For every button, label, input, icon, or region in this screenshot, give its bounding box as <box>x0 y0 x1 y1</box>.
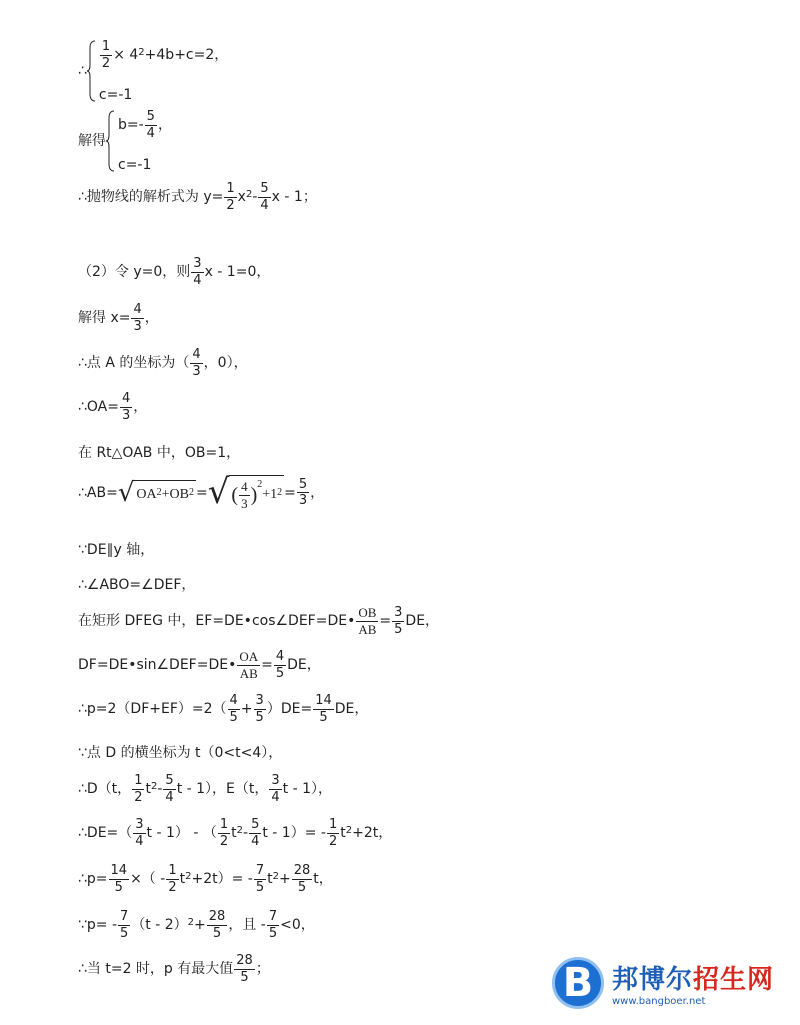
paren: ( <box>231 484 239 507</box>
denominator: 5 <box>255 709 264 725</box>
step-line: ∵DE∥y 轴， <box>78 542 155 558</box>
numerator: 4 <box>122 391 131 406</box>
text: t - 1）= - <box>262 825 326 842</box>
numerator: OB <box>358 605 377 620</box>
text: ∴p= <box>78 871 108 888</box>
parabola-expression: ∴抛物线的解析式为 y= $\frac{1}{2}$ x $^2$ - $\frac{5}{4}$ x - 1； <box>78 181 317 213</box>
fraction <box>267 910 279 940</box>
denominator: 5 <box>297 879 307 895</box>
term: OA <box>136 486 157 502</box>
p-line <box>78 694 368 724</box>
system-row-1 <box>118 110 172 140</box>
text: 在矩形 DFEG 中，EF=DE•cos∠DEF=DE• <box>78 613 356 630</box>
denominator: 4 <box>251 833 260 849</box>
numerator: 4 <box>133 302 142 317</box>
numerator: 7 <box>268 909 278 924</box>
numerator: 3 <box>394 605 403 620</box>
equation-system-1 <box>78 40 228 102</box>
plus: + <box>194 917 206 934</box>
denominator: 4 <box>135 833 144 849</box>
text: t - 1），E（t， <box>176 781 269 798</box>
text: t， <box>313 871 333 888</box>
numerator: 3 <box>271 773 280 788</box>
left-brace <box>87 40 96 102</box>
fraction <box>269 774 281 804</box>
text: t - 1）， <box>282 781 333 798</box>
fraction <box>258 182 270 212</box>
df-line <box>78 650 321 680</box>
numerator: 1 <box>226 181 235 196</box>
de-expression-line: ∴DE=（ $\frac{3}{4}$ t - 1） - （ $\frac{1}{2}$ t $^2$ - $\frac{5}{4}$ t - 1）= - $\frac{1}{2}$ t $^2$ +2t， <box>78 817 393 849</box>
watermark-text <box>612 959 774 1007</box>
denominator: 5 <box>255 879 265 895</box>
fraction <box>297 478 309 508</box>
term: b=- <box>118 117 144 134</box>
fraction <box>109 864 130 894</box>
fraction <box>239 480 250 510</box>
term: t <box>267 871 273 888</box>
text: ， <box>310 484 325 501</box>
watermark-name-b: 招生网 <box>693 965 775 995</box>
text: （t - 2） <box>131 917 188 934</box>
left-brace <box>106 110 115 172</box>
denominator: 2 <box>328 833 338 849</box>
square-root: √ ( $\frac{4}{3}$ ) $^2$ +1 $^2$ <box>207 472 283 512</box>
text: ）DE= <box>266 701 313 718</box>
text: ∴DE=（ <box>78 825 133 842</box>
term: +1 <box>262 487 278 503</box>
numerator: 1 <box>168 863 177 878</box>
system-row-2: c=-1 <box>118 157 152 173</box>
fraction <box>191 257 203 287</box>
system-brace-group <box>87 40 228 102</box>
p-expression-line: ∴p= $\frac{14}{5}$ ×（ - $\frac{1}{2}$ t $^2$ +2t）= - $\frac{7}{5}$ t $^2$ + $\frac{28}{5}$ t， <box>78 863 333 895</box>
numerator: 1 <box>219 817 229 832</box>
numerator: 3 <box>135 817 144 832</box>
step-line <box>78 257 270 287</box>
de-coords-line: ∴D（t， $\frac{1}{2}$ t $^2$ - $\frac{5}{4}$ t - 1），E（t， $\frac{3}{4}$ t - 1）， <box>78 773 333 805</box>
term: x <box>237 189 246 206</box>
text: ∴OA= <box>78 399 119 416</box>
fraction <box>356 606 378 636</box>
watermark-name <box>612 959 774 996</box>
text: ×（ - <box>130 871 166 888</box>
denominator: AB <box>239 665 258 681</box>
numerator: 1 <box>328 817 338 832</box>
numerator: 7 <box>120 909 129 924</box>
text: ∵p= - <box>78 917 118 934</box>
system-row-1: $\frac{1}{2}$ × 4 $^2$ +4b+c=2 ， <box>101 39 229 71</box>
fraction <box>327 818 339 848</box>
equals: = <box>195 484 208 501</box>
equals: = <box>284 484 296 501</box>
text: +2t， <box>352 825 393 842</box>
term: x - 1； <box>271 189 317 206</box>
denominator: 5 <box>114 879 123 895</box>
equals: = <box>379 613 392 630</box>
denominator: 5 <box>275 665 285 681</box>
plus: + <box>240 701 253 718</box>
text: （2）令 y=0，则 <box>78 264 191 281</box>
step-line <box>78 348 248 378</box>
plus: + <box>278 871 291 888</box>
system-brace-group <box>106 110 172 172</box>
fraction <box>190 348 202 378</box>
term: - <box>243 825 249 842</box>
term: t <box>340 825 346 842</box>
fraction <box>254 864 266 894</box>
denominator: 5 <box>268 925 278 941</box>
denominator: 5 <box>120 925 129 941</box>
fraction <box>163 774 175 804</box>
denominator: 3 <box>133 318 142 334</box>
text: ∴当 t=2 时，p 有最大值 <box>78 961 234 978</box>
text: <0， <box>280 917 315 934</box>
fraction <box>166 864 178 894</box>
numerator: 14 <box>110 863 128 878</box>
numerator: 5 <box>146 109 155 124</box>
denominator: 5 <box>212 925 222 941</box>
term: t <box>231 825 237 842</box>
text: DE， <box>405 613 440 630</box>
numerator: 1 <box>134 773 143 788</box>
denominator: 2 <box>134 789 143 805</box>
numerator: 4 <box>229 693 238 708</box>
ab-length-line <box>78 472 325 512</box>
fraction <box>118 910 130 940</box>
denominator: 5 <box>240 969 249 985</box>
denominator: 2 <box>101 55 111 71</box>
denominator: 4 <box>271 789 280 805</box>
equation-system-2 <box>78 110 172 172</box>
numerator: 3 <box>255 693 264 708</box>
fraction <box>224 182 236 212</box>
numerator: 5 <box>165 773 174 788</box>
term: - <box>157 781 163 798</box>
fraction <box>249 818 261 848</box>
numerator: OA <box>239 649 259 664</box>
fraction <box>100 40 112 70</box>
text: ， <box>144 310 159 327</box>
fraction <box>207 910 228 940</box>
numerator: 4 <box>275 649 285 664</box>
denominator: 2 <box>226 197 235 213</box>
text: ，且 - <box>228 917 266 934</box>
numerator: 1 <box>101 39 111 54</box>
fraction <box>131 303 143 333</box>
numerator: 3 <box>193 256 202 271</box>
text: ∴抛物线的解析式为 y= <box>78 189 224 206</box>
watermark-logo-icon: B <box>552 957 604 1009</box>
fraction <box>218 818 230 848</box>
vertex-form-line: ∵p= - $\frac{7}{5}$ （t - 2） $^2$ + $\frac{28}{5}$ ，且 - $\frac{7}{5}$ <0， <box>78 909 315 941</box>
denominator: 2 <box>168 879 177 895</box>
fraction <box>145 110 157 140</box>
denominator: 4 <box>165 789 174 805</box>
site-watermark <box>552 952 792 1014</box>
max-value-line <box>78 954 270 984</box>
radical-sign: √ <box>117 477 135 508</box>
numerator: 4 <box>241 479 248 494</box>
system-row-2: c=-1 <box>98 87 133 103</box>
denominator: 2 <box>219 833 229 849</box>
text: DE， <box>334 701 369 718</box>
term: × 4 <box>113 47 139 64</box>
denominator: 5 <box>319 709 328 725</box>
punct: ， <box>157 117 172 134</box>
numerator: 4 <box>192 347 201 362</box>
step-line: 在 Rt△OAB 中，OB=1， <box>78 445 241 461</box>
text: DE， <box>287 657 321 674</box>
denominator: 4 <box>260 197 269 213</box>
text: DF=DE•sin∠DEF=DE• <box>78 657 237 674</box>
text: t - 1） - （ <box>146 825 217 842</box>
numerator: 28 <box>236 953 253 968</box>
watermark-url: www.bangboer.net <box>612 996 706 1007</box>
denominator: 5 <box>229 709 238 725</box>
text: ∴p=2（DF+EF）=2（ <box>78 701 227 718</box>
fraction <box>120 392 132 422</box>
watermark-name-a: 邦博尔 <box>612 965 694 995</box>
therefore-symbol: ∴ <box>78 63 87 79</box>
numerator: 28 <box>293 863 311 878</box>
term: +OB <box>161 486 189 502</box>
radical-sign: √ <box>207 472 230 512</box>
denominator: 5 <box>394 621 403 637</box>
numerator: 28 <box>208 909 226 924</box>
fraction <box>133 818 145 848</box>
text: ； <box>255 961 270 978</box>
fraction <box>228 694 240 724</box>
numerator: 5 <box>251 817 260 832</box>
text: ∴点 A 的坐标为（ <box>78 355 190 372</box>
text: x - 1=0， <box>204 264 271 281</box>
text: ∴AB= <box>78 484 118 501</box>
numerator: 5 <box>298 476 308 492</box>
term: - <box>252 189 258 206</box>
step-line <box>78 303 159 333</box>
fraction <box>313 694 334 724</box>
fraction <box>234 954 255 984</box>
text: ， <box>133 399 148 416</box>
fraction <box>132 774 144 804</box>
denominator: 4 <box>193 272 202 288</box>
numerator: 7 <box>255 863 265 878</box>
numerator: 14 <box>315 693 332 708</box>
fraction <box>292 864 313 894</box>
denominator: 3 <box>192 363 201 379</box>
solve-label: 解得 <box>78 133 106 149</box>
paren: ) <box>250 484 258 507</box>
text: ∴D（t， <box>78 781 132 798</box>
denominator: 3 <box>122 407 131 423</box>
denominator: AB <box>358 621 377 637</box>
fraction <box>274 650 286 680</box>
fraction <box>237 650 260 680</box>
equals: = <box>261 657 273 674</box>
text: 解得 x= <box>78 310 131 327</box>
punct: ， <box>214 47 229 64</box>
term: +4b+c=2 <box>144 47 215 64</box>
term: t <box>145 781 151 798</box>
denominator: 3 <box>241 495 248 511</box>
fraction <box>254 694 266 724</box>
text: +2t）= - <box>191 871 253 888</box>
denominator: 4 <box>146 125 155 141</box>
step-line <box>78 392 147 422</box>
ef-line <box>78 606 439 636</box>
fraction <box>392 606 404 636</box>
term: t <box>179 871 186 888</box>
text: ，0）， <box>203 355 248 372</box>
step-line: ∴∠ABO=∠DEF， <box>78 577 196 593</box>
denominator: 3 <box>298 493 308 509</box>
square-root: √ OA $^2$ +OB $^2$ <box>117 477 194 508</box>
step-line: ∵点 D 的横坐标为 t（0<t<4）， <box>78 745 283 761</box>
numerator: 5 <box>260 181 269 196</box>
